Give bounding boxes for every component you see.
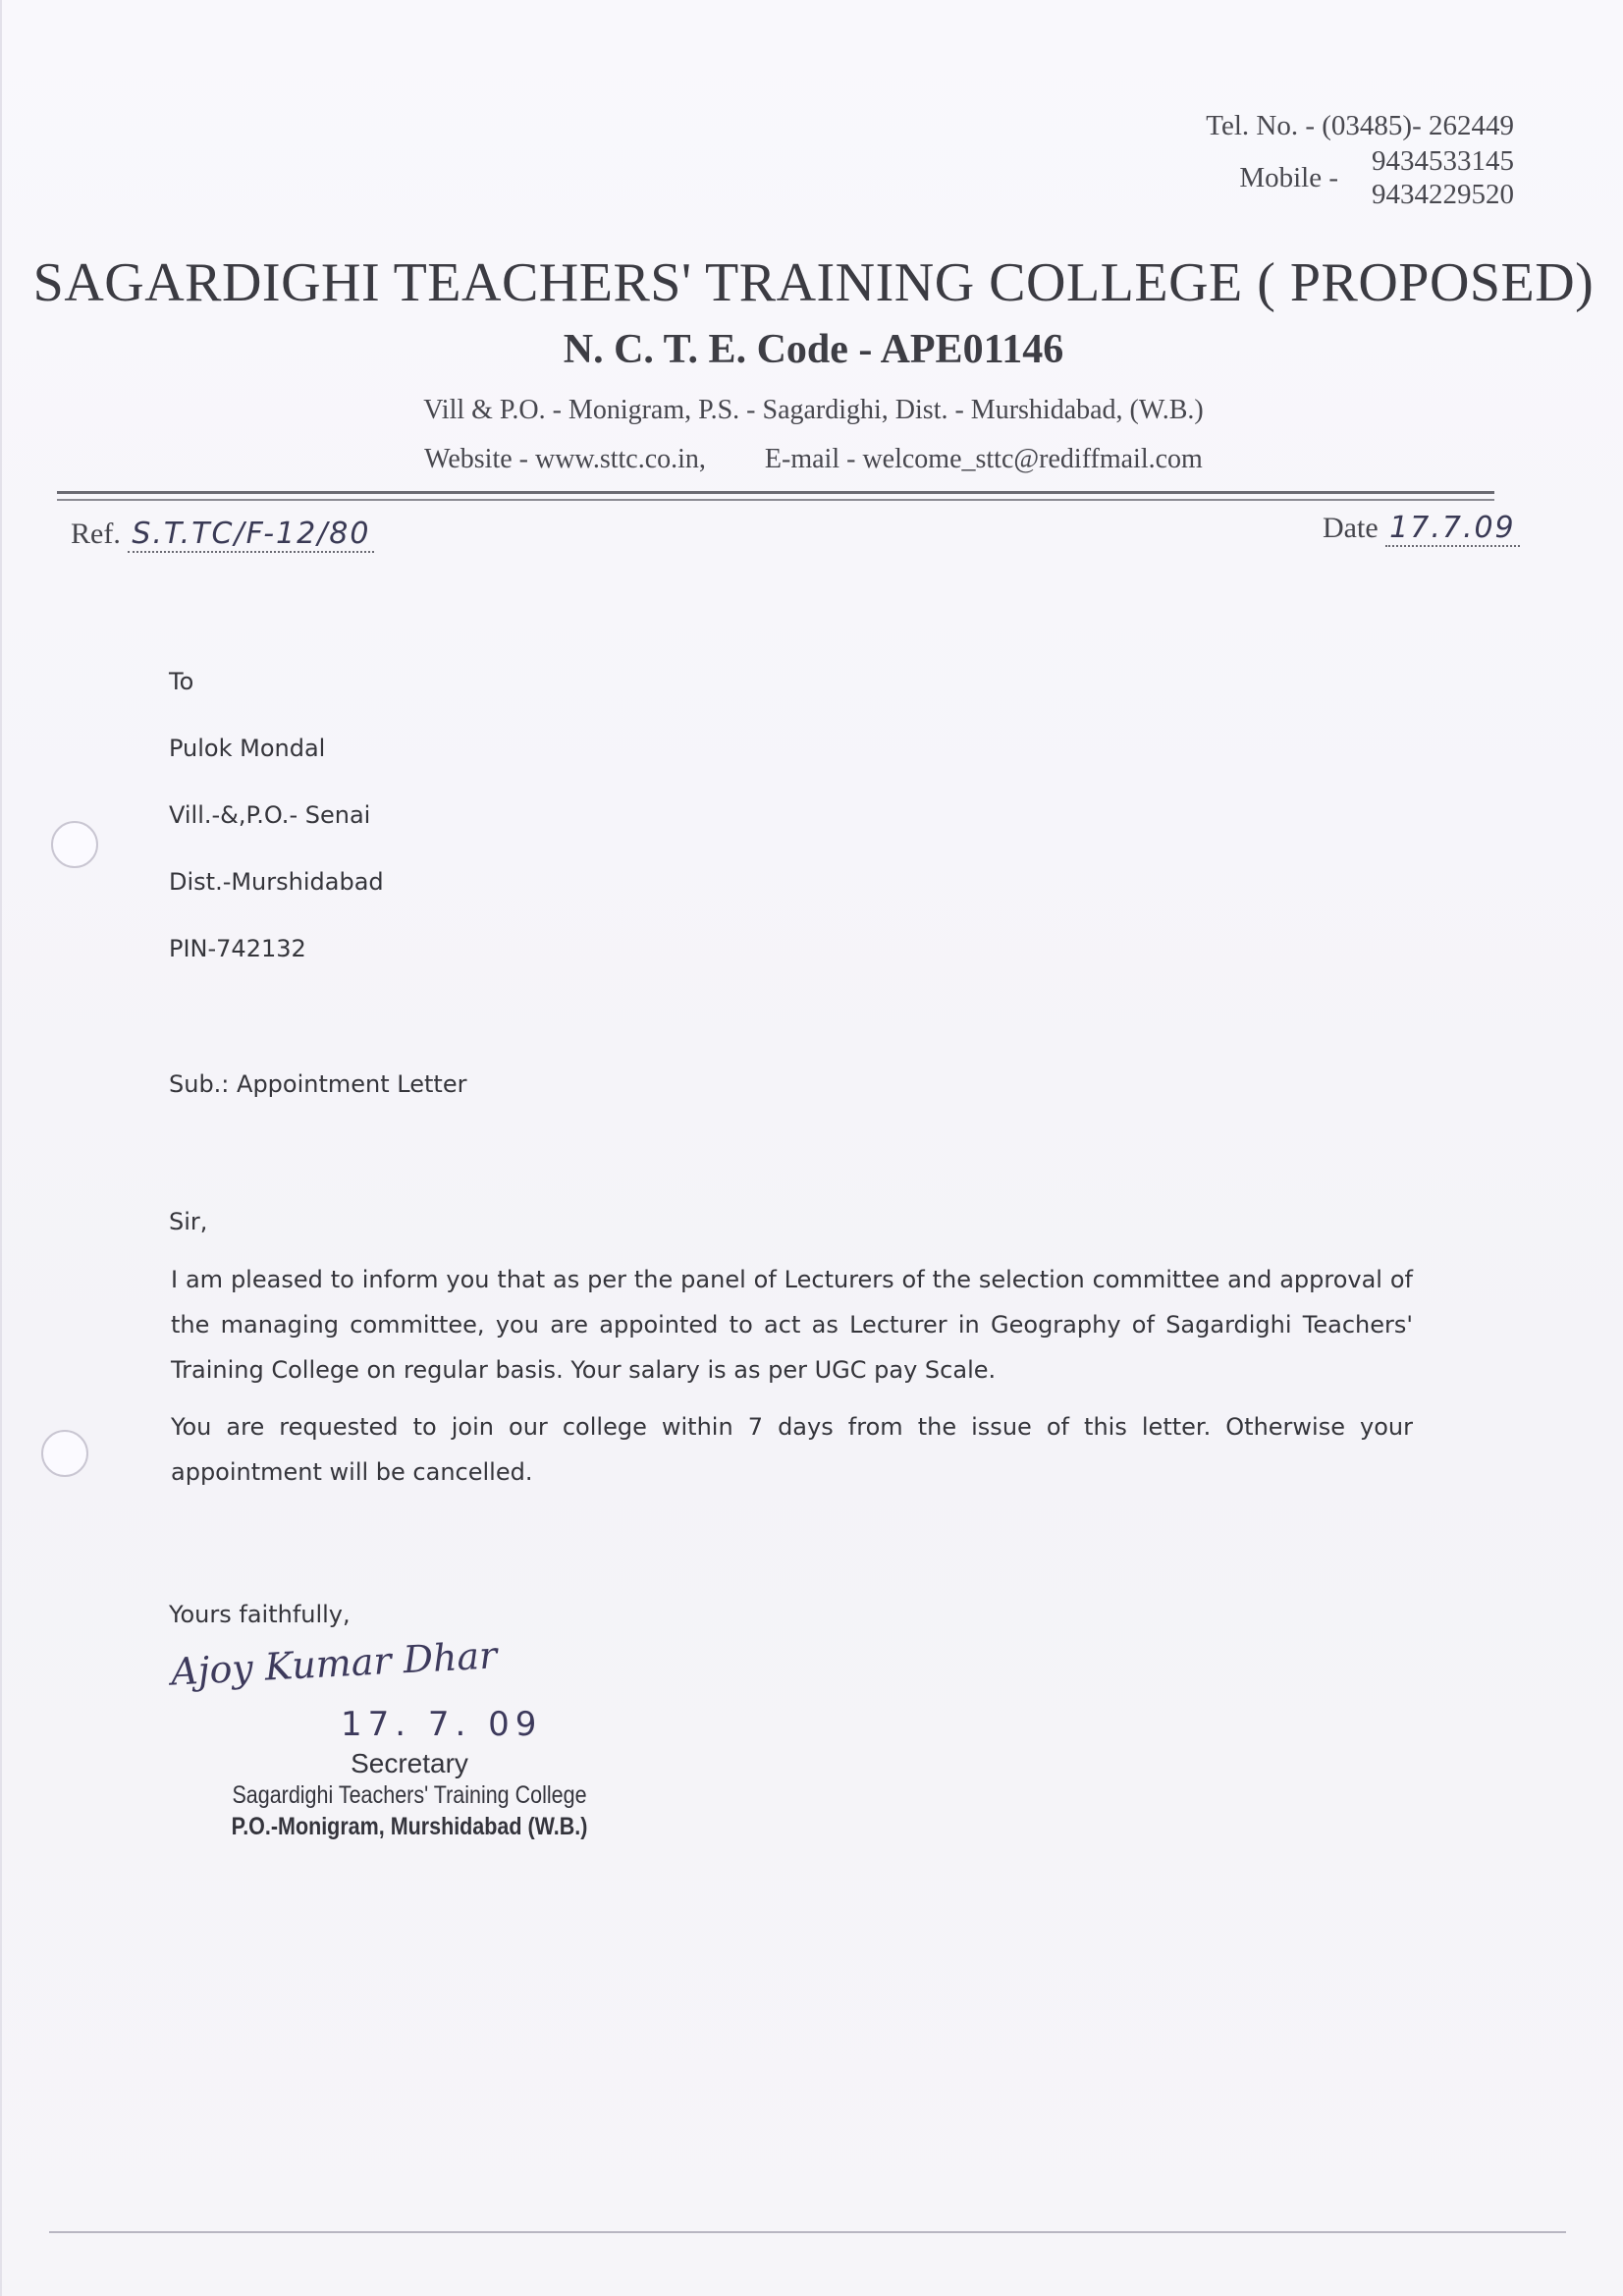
header-rule	[57, 491, 1494, 494]
telephone-number: Tel. No. - (03485)- 262449	[1206, 110, 1514, 141]
email: E-mail - welcome_sttc@rediffmail.com	[764, 444, 1203, 474]
ref-value: S.T.TC/F-12/80	[128, 517, 374, 553]
web-email-line	[2, 444, 1623, 475]
date-value: 17.7.09	[1385, 511, 1520, 547]
ncte-code: N. C. T. E. Code - APE01146	[563, 327, 1064, 372]
stamp-address: P.O.-Monigram, Murshidabad (W.B.)	[231, 1813, 588, 1840]
mobile-number-2: 9434229520	[1372, 179, 1514, 210]
college-name: SAGARDIGHI TEACHERS' TRAINING COLLEGE ( PROPOSED)	[32, 252, 1595, 313]
salutation: Sir,	[169, 1208, 208, 1235]
contact-block	[1161, 110, 1514, 211]
college-address: Vill & P.O. - Monigram, P.S. - Sagardighi, Dist. - Murshidabad, (W.B.)	[423, 395, 1204, 425]
body-paragraph: I am pleased to inform you that as per the panel of Lecturers of the selection committee and approval of the managing committee, you are appointed to act as Lecturer in Geography of Sagardighi Teachers' Training College on regular basis. Your salary is as per UGC pay Scale.	[171, 1266, 1413, 1384]
body-paragraph: You are requested to join our college within 7 days from the issue of this letter. Otherwise your appointment will be cancelled.	[171, 1413, 1413, 1486]
stamp-title: Secretary	[351, 1748, 468, 1778]
recipient-to: To	[169, 668, 194, 695]
closing: Yours faithfully,	[169, 1601, 351, 1628]
handwritten-signature: Ajoy Kumar Dhar	[170, 1633, 499, 1694]
mobile-label: Mobile -	[1239, 161, 1338, 193]
secretary-stamp	[169, 1748, 650, 1842]
recipient-district: Dist.-Murshidabad	[169, 868, 384, 896]
punch-hole	[41, 1430, 88, 1477]
recipient-pin: PIN-742132	[169, 935, 306, 962]
date	[1323, 511, 1520, 545]
reference	[71, 517, 374, 551]
stamp-college: Sagardighi Teachers' Training College	[232, 1781, 587, 1809]
date-label: Date	[1323, 512, 1379, 544]
recipient-village: Vill.-&,P.O.- Senai	[169, 801, 371, 829]
website: Website - www.sttc.co.in,	[424, 444, 706, 474]
header-rule-secondary	[57, 499, 1494, 501]
signature-date: 17. 7. 09	[341, 1705, 543, 1744]
footer-rule	[49, 2231, 1566, 2233]
recipient-name: Pulok Mondal	[169, 735, 326, 762]
subject-line: Sub.: Appointment Letter	[169, 1070, 467, 1098]
ref-label: Ref.	[71, 518, 121, 550]
mobile-number-1: 9434533145	[1372, 145, 1514, 177]
punch-hole	[51, 821, 98, 868]
